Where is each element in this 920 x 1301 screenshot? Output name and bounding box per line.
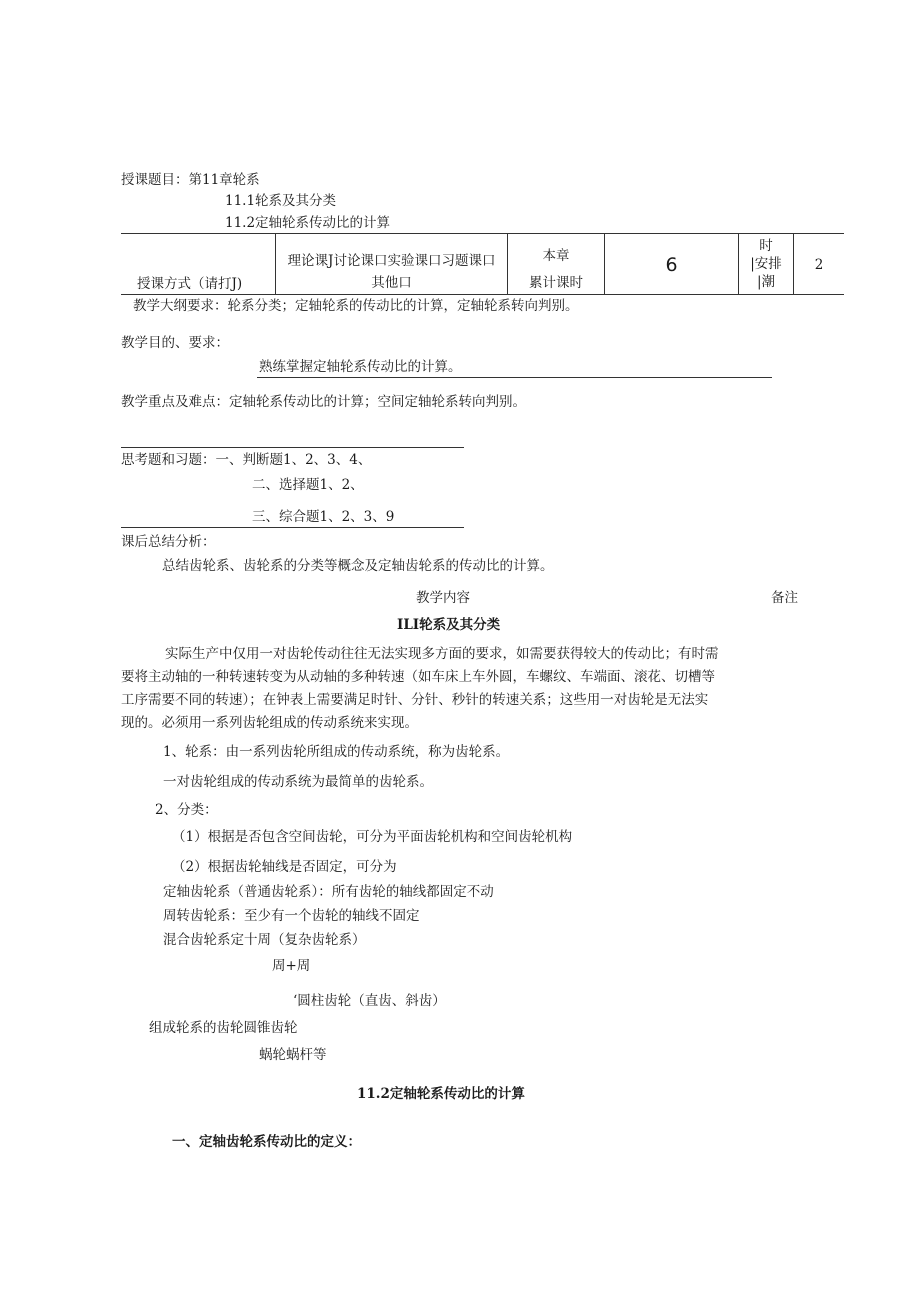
gear-type-worm: 蜗轮蜗杆等 bbox=[259, 1047, 327, 1063]
gear-type-bevel: 组成轮系的齿轮圆锥齿轮 bbox=[149, 1020, 298, 1036]
schedule-label-2: |安排 bbox=[750, 256, 782, 272]
cumulative-hours-value: 6 bbox=[665, 254, 678, 276]
section-2-title: 11.2定轴轮系传动比的计算 bbox=[357, 1086, 525, 1102]
fixed-axis-gear-train: 定轴齿轮系（普通齿轮系）：所有齿轮的轴线都固定不动 bbox=[163, 884, 494, 900]
notes-column-header: 备注 bbox=[771, 590, 798, 606]
table-top-border bbox=[121, 233, 844, 234]
paragraph-line: 实际生产中仅用一对齿轮传动往往无法实现多方面的要求，如需要获得较大的传动比；有时需 bbox=[165, 646, 719, 662]
exercises-line-1: 思考题和习题：一、判断题1、2、3、4、 bbox=[121, 452, 372, 468]
section-1-title: ILI轮系及其分类 bbox=[397, 617, 501, 633]
teaching-method-label: 授课方式（请打J) bbox=[137, 276, 243, 292]
summary-label: 课后总结分析： bbox=[121, 534, 216, 550]
classification-label: 2、分类： bbox=[155, 802, 218, 818]
chapter-label: 本章 bbox=[542, 248, 570, 264]
classification-1: （1）根据是否包含空间齿轮，可分为平面齿轮机构和空间齿轮机构 bbox=[172, 829, 573, 845]
course-types-other: 其他口 bbox=[371, 275, 412, 291]
subtopic-2: 11.2定轴轮系传动比的计算 bbox=[225, 215, 391, 231]
underline bbox=[121, 527, 464, 528]
table-bottom-border bbox=[121, 294, 844, 295]
underline bbox=[257, 377, 772, 378]
course-types: 理论课J讨论课口实验课口习题课口 bbox=[287, 253, 496, 269]
paragraph-line: 现的。必须用一系列齿轮组成的传动系统来实现。 bbox=[121, 715, 418, 731]
summary-text: 总结齿轮系、齿轮系的分类等概念及定轴齿轮系的传动比的计算。 bbox=[162, 558, 554, 574]
syllabus-requirements: 教学大纲要求：轮系分类；定轴轮系的传动比的计算，定轴轮系转向判别。 bbox=[133, 298, 579, 314]
exercises-line-2: 二、选择题1、2、 bbox=[252, 477, 364, 493]
simplest-gear-train: 一对齿轮组成的传动系统为最简单的齿轮系。 bbox=[163, 774, 433, 790]
subtopic-1: 11.1轮系及其分类 bbox=[225, 193, 337, 209]
underline bbox=[121, 447, 464, 448]
content-column-header: 教学内容 bbox=[416, 590, 470, 606]
gear-train-definition: 1、轮系：由一系列齿轮所组成的传动系统，称为齿轮系。 bbox=[163, 744, 510, 760]
schedule-label-1: 时 bbox=[759, 238, 773, 254]
section-2-subheading: 一、定轴齿轮系传动比的定义： bbox=[172, 1134, 361, 1150]
goal-label: 教学目的、要求： bbox=[121, 335, 229, 351]
schedule-label-3: |潮 bbox=[756, 274, 776, 290]
cumulative-hours-label: 累计课时 bbox=[529, 275, 583, 291]
gear-type-cylindrical: ‘圆柱齿轮（直齿、斜齿） bbox=[293, 993, 446, 1009]
key-points: 教学重点及难点：定轴轮系传动比的计算；空间定轴轮系转向判别。 bbox=[121, 394, 526, 410]
epicyclic-gear-train: 周转齿轮系：至少有一个齿轮的轴线不固定 bbox=[163, 908, 420, 924]
exercises-line-3: 三、综合题1、2、3、9 bbox=[252, 509, 395, 525]
compound-gear-train: 混合齿轮系定十周（复杂齿轮系） bbox=[163, 932, 366, 948]
goal-text: 熟练掌握定轴轮系传动比的计算。 bbox=[259, 359, 462, 375]
classification-2: （2）根据齿轮轴线是否固定，可分为 bbox=[172, 859, 397, 875]
paragraph-line: 工序需要不同的转速）；在钟表上需要满足时针、分针、秒针的转速关系；这些用一对齿轮是无法实 bbox=[121, 692, 709, 708]
paragraph-line: 要将主动轴的一种转速转变为从动轴的多种转速（如车床上车外圆，车螺纹、车端面、滚花、切槽等 bbox=[121, 669, 715, 685]
scheduled-hours-value: 2 bbox=[814, 257, 824, 273]
compound-note: 周+周 bbox=[272, 958, 311, 974]
lesson-topic: 授课题目：第11章轮系 bbox=[121, 172, 260, 188]
